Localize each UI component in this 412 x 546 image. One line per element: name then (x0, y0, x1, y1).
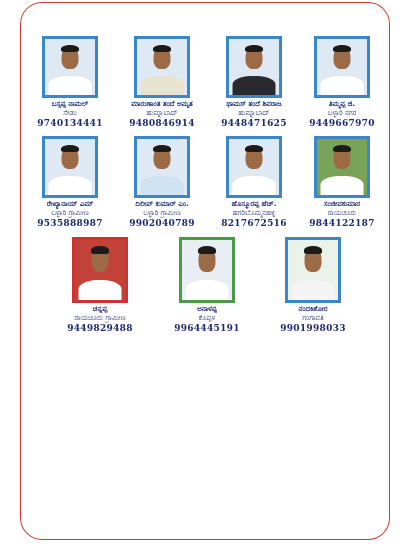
member-card (52, 237, 148, 335)
member-photo (134, 36, 190, 98)
member-photo (314, 136, 370, 198)
member-photo (42, 136, 98, 198)
member-name: ಮಾರುಣಾಂತ ತಂದೆ ಅಮೃತ (131, 100, 193, 108)
member-name: ತಿಮ್ಮಪ್ಪ ಜಿ. (328, 100, 356, 108)
member-photo (42, 36, 98, 98)
member-phone: 9448471625 (221, 119, 287, 129)
member-phone: 9449829488 (67, 324, 133, 334)
member-card (159, 237, 255, 335)
member-place: ಹುಮ್ನಾಬಾದ್ (146, 109, 178, 117)
member-phone: 9901998033 (280, 324, 346, 334)
member-photo (285, 237, 341, 303)
member-photo (226, 136, 282, 198)
member-name: ಬಸ್ಸಪ್ಪ ನಾಮಲ್ (51, 100, 89, 108)
member-place: ಬಳ್ಳಾರಿ ಗ್ರಾಮೀಣ (51, 209, 89, 217)
member-name: ದಿಲೀಪ್ ಕುಮಾರ್ ಎಂ. (135, 200, 189, 208)
member-card (114, 136, 210, 230)
member-phone: 9740134441 (37, 119, 103, 129)
member-place: ಬಳ್ಳಾರಿ ಗ್ರಾಮೀಣ (143, 209, 181, 217)
member-name: ನಂದಕಿಶೋರ (298, 305, 328, 313)
member-name: ಚನ್ನಪ್ಪ (92, 305, 108, 313)
member-phone: 9844122187 (309, 219, 375, 229)
member-card (265, 237, 361, 335)
member-place: ಸೇಡಂ (63, 109, 77, 117)
member-photo (134, 136, 190, 198)
member-name: ಥಾಮಸ್ ತಂದೆ ಶಿವರಾಜ (226, 100, 282, 108)
member-card (294, 136, 390, 230)
member-photo (72, 237, 128, 303)
member-phone: 9535888987 (37, 219, 103, 229)
member-photo (179, 237, 235, 303)
member-place: ಹಗರಿಬೊಮ್ಮನಹಳ್ಳಿ (232, 209, 276, 217)
member-name: ಹೊಸ್ಮೂರಪ್ಪ ಹೆಚ್. (231, 200, 277, 208)
member-place: ಹುಮ್ನಾಬಾದ್ (238, 109, 270, 117)
member-name: ಅನಾಳಪ್ಪ (197, 305, 217, 313)
member-place: ಕೊಪ್ಪಳ (198, 314, 216, 322)
member-phone: 9449667970 (309, 119, 375, 129)
member-phone: 9902040789 (129, 219, 195, 229)
member-phone: 9480846914 (129, 119, 195, 129)
member-card (206, 36, 302, 130)
member-card (22, 36, 118, 130)
member-place: ಗಂಗಾವತಿ (302, 314, 324, 322)
member-photo (314, 36, 370, 98)
member-place: ರಾಯಚೂರು ಗ್ರಾಮೀಣ (74, 314, 126, 322)
member-card (294, 36, 390, 130)
member-name: ಸಂಜೀವಕುಮಾರ (323, 200, 361, 208)
member-phone: 8217672516 (221, 219, 287, 229)
member-place: ರಾಯಚೂರು (327, 209, 357, 217)
member-place: ಬಳ್ಳಾರಿ ನಗರ (327, 109, 357, 117)
member-card (114, 36, 210, 130)
member-photo (226, 36, 282, 98)
member-name: ರೇಖ್ಯಾನಾಯ್ ಎಮ್ (46, 200, 94, 208)
member-card (206, 136, 302, 230)
member-card (22, 136, 118, 230)
member-phone: 9964445191 (174, 324, 240, 334)
